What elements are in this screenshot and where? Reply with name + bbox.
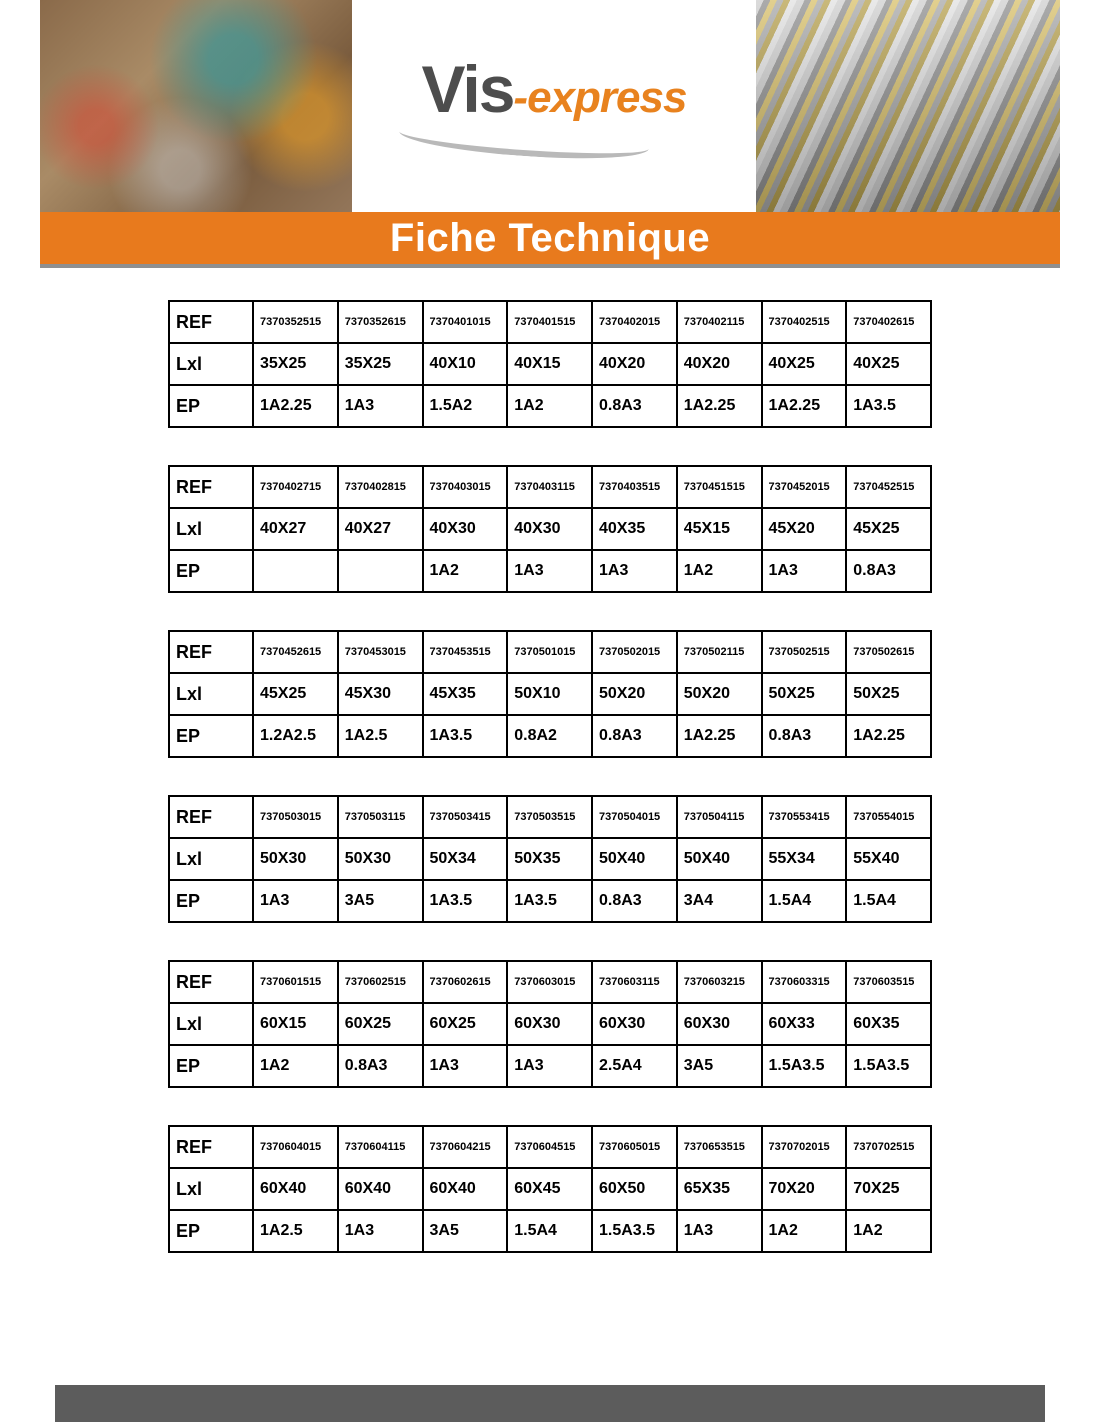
value-cell: 40X10 <box>423 343 508 385</box>
value-cell: 7370601515 <box>253 961 338 1003</box>
value-cell: 60X30 <box>507 1003 592 1045</box>
value-cell: 7370554015 <box>846 796 931 838</box>
value-cell: 7370453515 <box>423 631 508 673</box>
row-label: Lxl <box>169 343 253 385</box>
value-cell: 1.5A3.5 <box>592 1210 677 1252</box>
value-cell: 45X15 <box>677 508 762 550</box>
value-cell: 1A3 <box>338 385 423 427</box>
value-cell: 1A2.25 <box>846 715 931 757</box>
value-cell: 1A3.5 <box>507 880 592 922</box>
value-cell: 3A5 <box>423 1210 508 1252</box>
value-cell: 40X27 <box>253 508 338 550</box>
lxl-row <box>169 508 931 550</box>
row-label: REF <box>169 961 253 1003</box>
row-label: EP <box>169 385 253 427</box>
value-cell: 40X30 <box>507 508 592 550</box>
value-cell: 7370503015 <box>253 796 338 838</box>
value-cell: 7370504015 <box>592 796 677 838</box>
value-cell: 7370604115 <box>338 1126 423 1168</box>
value-cell: 7370503415 <box>423 796 508 838</box>
value-cell: 7370604015 <box>253 1126 338 1168</box>
value-cell: 40X27 <box>338 508 423 550</box>
value-cell: 7370402115 <box>677 301 762 343</box>
value-cell: 60X40 <box>338 1168 423 1210</box>
brand-wordmark <box>421 52 687 126</box>
value-cell: 40X30 <box>423 508 508 550</box>
value-cell: 7370401015 <box>423 301 508 343</box>
value-cell: 7370453015 <box>338 631 423 673</box>
value-cell: 7370702015 <box>762 1126 847 1168</box>
value-cell: 7370653515 <box>677 1126 762 1168</box>
value-cell: 40X35 <box>592 508 677 550</box>
value-cell: 7370504115 <box>677 796 762 838</box>
value-cell: 0.8A3 <box>592 880 677 922</box>
title-banner <box>40 212 1060 268</box>
brand-name-primary: Vis <box>421 52 514 126</box>
row-label: EP <box>169 880 253 922</box>
row-label: Lxl <box>169 1003 253 1045</box>
value-cell: 7370402715 <box>253 466 338 508</box>
lxl-row <box>169 1003 931 1045</box>
value-cell: 50X40 <box>677 838 762 880</box>
spec-table-6 <box>168 1125 932 1253</box>
value-cell: 3A4 <box>677 880 762 922</box>
value-cell: 0.8A3 <box>846 550 931 592</box>
value-cell: 0.8A2 <box>507 715 592 757</box>
value-cell: 7370502615 <box>846 631 931 673</box>
value-cell: 7370502115 <box>677 631 762 673</box>
value-cell: 7370502015 <box>592 631 677 673</box>
brand-name-secondary: -express <box>513 73 687 122</box>
value-cell: 1A2 <box>677 550 762 592</box>
value-cell: 1A2.5 <box>253 1210 338 1252</box>
row-label: EP <box>169 715 253 757</box>
value-cell: 1A2 <box>253 1045 338 1087</box>
page-title: Fiche Technique <box>389 215 711 260</box>
value-cell: 1A2.25 <box>677 715 762 757</box>
value-cell: 50X34 <box>423 838 508 880</box>
value-cell: 60X40 <box>253 1168 338 1210</box>
value-cell: 1A2.25 <box>677 385 762 427</box>
value-cell: 1A3 <box>338 1210 423 1252</box>
value-cell: 1A2.25 <box>253 385 338 427</box>
row-label: Lxl <box>169 838 253 880</box>
row-label: EP <box>169 1045 253 1087</box>
ref-row <box>169 961 931 1003</box>
value-cell: 7370451515 <box>677 466 762 508</box>
value-cell: 7370603115 <box>592 961 677 1003</box>
value-cell: 1A3.5 <box>423 715 508 757</box>
value-cell: 1A3 <box>762 550 847 592</box>
value-cell: 1.5A4 <box>762 880 847 922</box>
value-cell: 7370403115 <box>507 466 592 508</box>
value-cell: 50X25 <box>846 673 931 715</box>
ep-row <box>169 1210 931 1252</box>
spec-table-5 <box>168 960 932 1088</box>
screws-photo <box>756 0 1060 212</box>
value-cell: 55X34 <box>762 838 847 880</box>
value-cell: 1A2 <box>762 1210 847 1252</box>
lxl-row <box>169 673 931 715</box>
row-label: Lxl <box>169 508 253 550</box>
lxl-row <box>169 343 931 385</box>
value-cell: 7370402015 <box>592 301 677 343</box>
value-cell: 7370452615 <box>253 631 338 673</box>
value-cell: 7370402615 <box>846 301 931 343</box>
brand-logo <box>352 0 756 212</box>
ref-row <box>169 796 931 838</box>
value-cell: 7370501015 <box>507 631 592 673</box>
value-cell: 7370603315 <box>762 961 847 1003</box>
value-cell: 50X20 <box>592 673 677 715</box>
ref-row <box>169 466 931 508</box>
value-cell: 55X40 <box>846 838 931 880</box>
value-cell: 0.8A3 <box>592 715 677 757</box>
spec-table-4 <box>168 795 932 923</box>
value-cell: 7370553415 <box>762 796 847 838</box>
value-cell: 1A3 <box>507 550 592 592</box>
value-cell: 50X30 <box>253 838 338 880</box>
value-cell: 40X25 <box>762 343 847 385</box>
value-cell: 40X25 <box>846 343 931 385</box>
value-cell: 50X20 <box>677 673 762 715</box>
value-cell: 45X25 <box>253 673 338 715</box>
value-cell: 7370603015 <box>507 961 592 1003</box>
value-cell: 1A3.5 <box>423 880 508 922</box>
value-cell: 65X35 <box>677 1168 762 1210</box>
spec-table-2 <box>168 465 932 593</box>
value-cell: 3A5 <box>338 880 423 922</box>
value-cell: 60X30 <box>677 1003 762 1045</box>
value-cell: 7370403515 <box>592 466 677 508</box>
value-cell: 70X20 <box>762 1168 847 1210</box>
value-cell: 7370402815 <box>338 466 423 508</box>
ep-row <box>169 1045 931 1087</box>
row-label: Lxl <box>169 673 253 715</box>
value-cell: 45X25 <box>846 508 931 550</box>
value-cell: 7370352515 <box>253 301 338 343</box>
value-cell: 1A3 <box>507 1045 592 1087</box>
header <box>0 0 1100 212</box>
ep-row <box>169 550 931 592</box>
value-cell: 2.5A4 <box>592 1045 677 1087</box>
value-cell: 60X40 <box>423 1168 508 1210</box>
value-cell: 60X35 <box>846 1003 931 1045</box>
value-cell: 1A2.25 <box>762 385 847 427</box>
value-cell: 1A2 <box>507 385 592 427</box>
footer-bar <box>55 1385 1045 1422</box>
value-cell <box>253 550 338 592</box>
row-label: REF <box>169 796 253 838</box>
value-cell: 7370602515 <box>338 961 423 1003</box>
value-cell: 1A3 <box>592 550 677 592</box>
row-label: Lxl <box>169 1168 253 1210</box>
value-cell: 7370604215 <box>423 1126 508 1168</box>
value-cell: 40X20 <box>677 343 762 385</box>
row-label: REF <box>169 1126 253 1168</box>
value-cell: 7370403015 <box>423 466 508 508</box>
ep-row <box>169 385 931 427</box>
value-cell <box>338 550 423 592</box>
ep-row <box>169 880 931 922</box>
spec-table-1 <box>168 300 932 428</box>
value-cell: 60X30 <box>592 1003 677 1045</box>
value-cell: 70X25 <box>846 1168 931 1210</box>
ref-row <box>169 1126 931 1168</box>
value-cell: 7370452015 <box>762 466 847 508</box>
value-cell: 1.2A2.5 <box>253 715 338 757</box>
value-cell: 40X20 <box>592 343 677 385</box>
row-label: REF <box>169 631 253 673</box>
value-cell: 35X25 <box>253 343 338 385</box>
value-cell: 7370603215 <box>677 961 762 1003</box>
ep-row <box>169 715 931 757</box>
row-label: REF <box>169 466 253 508</box>
value-cell: 7370502515 <box>762 631 847 673</box>
value-cell: 7370603515 <box>846 961 931 1003</box>
value-cell: 1.5A4 <box>507 1210 592 1252</box>
value-cell: 50X40 <box>592 838 677 880</box>
value-cell: 7370402515 <box>762 301 847 343</box>
value-cell: 1A2.5 <box>338 715 423 757</box>
lxl-row <box>169 1168 931 1210</box>
ref-row <box>169 301 931 343</box>
value-cell: 1.5A3.5 <box>846 1045 931 1087</box>
value-cell: 1A3 <box>677 1210 762 1252</box>
value-cell: 7370604515 <box>507 1126 592 1168</box>
value-cell: 7370702515 <box>846 1126 931 1168</box>
value-cell: 0.8A3 <box>762 715 847 757</box>
value-cell: 7370352615 <box>338 301 423 343</box>
workbench-photo <box>40 0 352 212</box>
value-cell: 60X15 <box>253 1003 338 1045</box>
value-cell: 60X25 <box>338 1003 423 1045</box>
value-cell: 0.8A3 <box>338 1045 423 1087</box>
value-cell: 50X30 <box>338 838 423 880</box>
value-cell: 1.5A2 <box>423 385 508 427</box>
value-cell: 40X15 <box>507 343 592 385</box>
row-label: REF <box>169 301 253 343</box>
lxl-row <box>169 838 931 880</box>
value-cell: 45X35 <box>423 673 508 715</box>
value-cell: 7370452515 <box>846 466 931 508</box>
value-cell: 7370503515 <box>507 796 592 838</box>
value-cell: 7370401515 <box>507 301 592 343</box>
value-cell: 1A3.5 <box>846 385 931 427</box>
value-cell: 45X30 <box>338 673 423 715</box>
value-cell: 3A5 <box>677 1045 762 1087</box>
tables-section <box>0 268 1100 1253</box>
ref-row <box>169 631 931 673</box>
value-cell: 50X10 <box>507 673 592 715</box>
value-cell: 45X20 <box>762 508 847 550</box>
row-label: EP <box>169 550 253 592</box>
value-cell: 7370605015 <box>592 1126 677 1168</box>
row-label: EP <box>169 1210 253 1252</box>
value-cell: 1A2 <box>423 550 508 592</box>
value-cell: 35X25 <box>338 343 423 385</box>
value-cell: 0.8A3 <box>592 385 677 427</box>
value-cell: 7370503115 <box>338 796 423 838</box>
value-cell: 60X50 <box>592 1168 677 1210</box>
value-cell: 60X33 <box>762 1003 847 1045</box>
logo-swoosh <box>398 115 650 164</box>
value-cell: 1.5A4 <box>846 880 931 922</box>
value-cell: 50X35 <box>507 838 592 880</box>
value-cell: 1.5A3.5 <box>762 1045 847 1087</box>
value-cell: 1A3 <box>423 1045 508 1087</box>
value-cell: 1A2 <box>846 1210 931 1252</box>
value-cell: 50X25 <box>762 673 847 715</box>
value-cell: 7370602615 <box>423 961 508 1003</box>
spec-table-3 <box>168 630 932 758</box>
value-cell: 60X45 <box>507 1168 592 1210</box>
value-cell: 1A3 <box>253 880 338 922</box>
value-cell: 60X25 <box>423 1003 508 1045</box>
